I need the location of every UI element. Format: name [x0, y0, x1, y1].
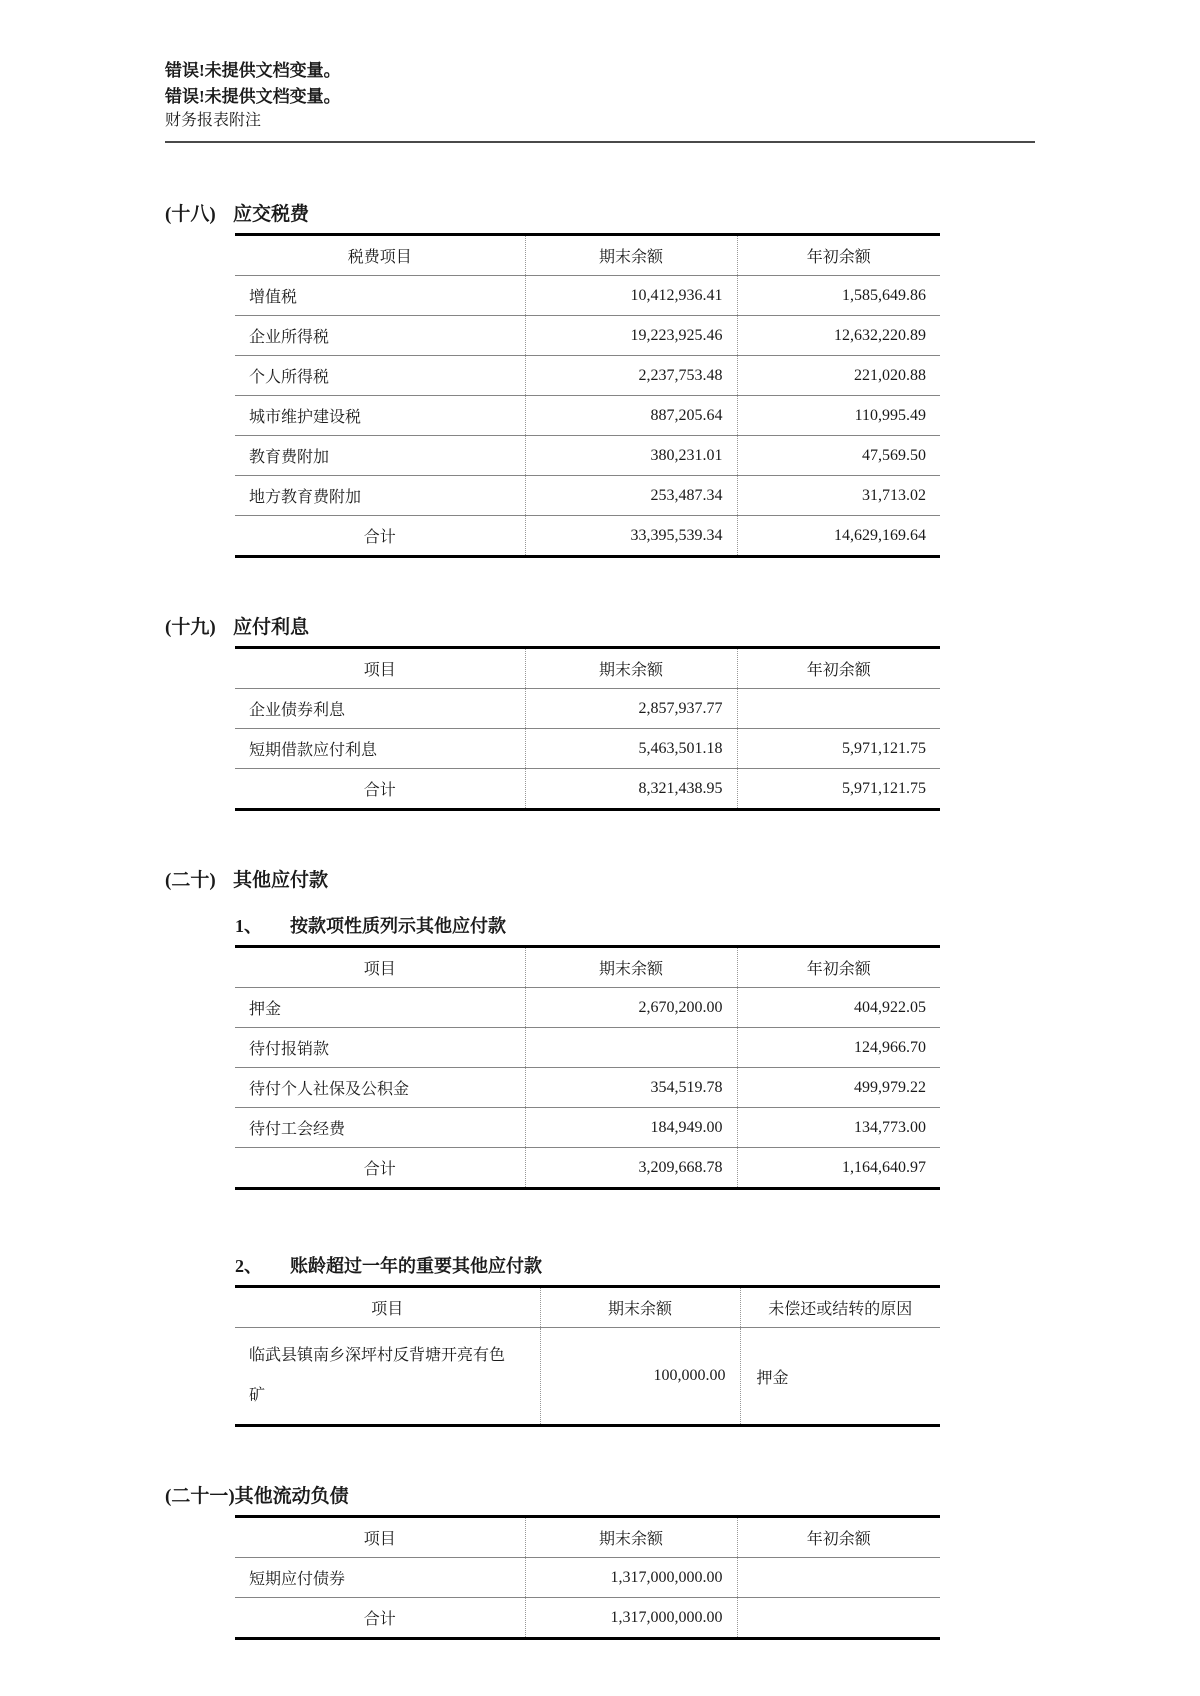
section-title: 其他流动负债: [234, 1486, 349, 1507]
cell-total-begin-balance: 14,629,169.64: [737, 516, 940, 557]
table-row: [235, 988, 940, 1028]
cell-end-balance: [525, 1028, 737, 1068]
cell-end-balance: 19,223,925.46: [525, 316, 737, 356]
section-number: (十八): [165, 204, 216, 225]
section-title: 其他应付款: [233, 870, 329, 891]
section-interest-payable: [165, 612, 1200, 811]
col-header-tax-item: 税费项目: [347, 249, 412, 266]
other-payables-by-nature-table: [235, 945, 940, 1190]
section-heading: [165, 865, 1200, 892]
table-header-row: [235, 947, 940, 988]
cell-begin-balance: 5,971,121.75: [737, 729, 940, 769]
table-row: [235, 1028, 940, 1068]
section-title: 应交税费: [233, 204, 310, 225]
cell-item: 待付报销款: [249, 1041, 330, 1058]
section-other-current-liabilities: [165, 1481, 1200, 1640]
cell-item: 个人所得税: [249, 369, 330, 386]
cell-total-label: 合计: [363, 1611, 396, 1628]
cell-begin-balance: 134,773.00: [737, 1108, 940, 1148]
subsection-number: 2、: [235, 1256, 262, 1276]
cell-end-balance: 10,412,936.41: [525, 276, 737, 316]
total-row: [235, 1598, 940, 1639]
cell-begin-balance: 499,979.22: [737, 1068, 940, 1108]
total-row: [235, 516, 940, 557]
cell-begin-balance: 124,966.70: [737, 1028, 940, 1068]
table-row: [235, 476, 940, 516]
cell-end-balance: 5,463,501.18: [525, 729, 737, 769]
header-divider: [165, 141, 1035, 143]
cell-item: 待付个人社保及公积金: [249, 1081, 410, 1098]
cell-begin-balance: [737, 689, 940, 729]
col-header-end-balance: 期末余额: [525, 235, 737, 276]
table-header-row: [235, 1287, 940, 1328]
doc-variable-error-line-2: 错误!未提供文档变量。: [165, 86, 341, 106]
cell-total-end-balance: 33,395,539.34: [525, 516, 737, 557]
cell-begin-balance: 1,585,649.86: [737, 276, 940, 316]
cell-item: 短期应付债券: [249, 1571, 346, 1588]
col-header-end-balance: 期末余额: [525, 1517, 737, 1558]
col-header-item: 项目: [363, 1531, 396, 1548]
section-heading: [165, 1481, 1200, 1508]
col-header-begin-balance: 年初余额: [737, 648, 940, 689]
section-heading: [165, 199, 1200, 226]
interest-payable-table: [235, 646, 940, 811]
col-header-begin-balance: 年初余额: [737, 947, 940, 988]
cell-total-end-balance: 8,321,438.95: [525, 769, 737, 810]
cell-total-label: 合计: [363, 1161, 396, 1178]
cell-reason: 押金: [740, 1328, 940, 1426]
table-row: [235, 436, 940, 476]
cell-item: 企业所得税: [249, 329, 330, 346]
cell-begin-balance: 221,020.88: [737, 356, 940, 396]
cell-item: 押金: [249, 1001, 282, 1018]
section-other-payables: [165, 865, 1200, 1427]
table-header-row: [235, 648, 940, 689]
subsection-number: 1、: [235, 916, 262, 936]
cell-total-begin-balance: 5,971,121.75: [737, 769, 940, 810]
cell-item: 城市维护建设税: [249, 409, 362, 426]
section-number: (二十一): [165, 1486, 235, 1507]
cell-begin-balance: [737, 1558, 940, 1598]
table-row: [235, 316, 940, 356]
cell-total-label: 合计: [363, 529, 396, 546]
table-row: [235, 1328, 940, 1426]
total-row: [235, 769, 940, 810]
subsection-title: 按款项性质列示其他应付款: [290, 916, 506, 936]
table-row: [235, 1108, 940, 1148]
total-row: [235, 1148, 940, 1189]
col-header-end-balance: 期末余额: [540, 1287, 740, 1328]
cell-end-balance: 184,949.00: [525, 1108, 737, 1148]
cell-end-balance: 100,000.00: [540, 1328, 740, 1426]
subsection-title: 账龄超过一年的重要其他应付款: [290, 1256, 542, 1276]
cell-item: 教育费附加: [249, 449, 330, 466]
cell-total-label: 合计: [363, 782, 396, 799]
cell-end-balance: 253,487.34: [525, 476, 737, 516]
cell-item: 企业债券利息: [249, 702, 346, 719]
table-row: [235, 276, 940, 316]
cell-begin-balance: 110,995.49: [737, 396, 940, 436]
section-number: (二十): [165, 870, 216, 891]
cell-total-end-balance: 1,317,000,000.00: [525, 1598, 737, 1639]
col-header-item: 项目: [363, 961, 396, 978]
table-header-row: [235, 1517, 940, 1558]
subsection-aged-over-one-year-heading: [235, 1252, 1200, 1278]
cell-item: 待付工会经费: [249, 1121, 346, 1138]
col-header-end-balance: 期末余额: [525, 947, 737, 988]
table-row: [235, 356, 940, 396]
table-row: [235, 689, 940, 729]
cell-item: 增值税: [249, 289, 298, 306]
cell-begin-balance: 404,922.05: [737, 988, 940, 1028]
aged-other-payables-table: [235, 1285, 940, 1427]
subsection-by-nature-heading: [235, 912, 1200, 938]
document-header: [165, 58, 1200, 143]
cell-end-balance: 1,317,000,000.00: [525, 1558, 737, 1598]
table-row: [235, 1068, 940, 1108]
doc-subtitle: 财务报表附注: [165, 112, 262, 129]
col-header-begin-balance: 年初余额: [737, 235, 940, 276]
table-row: [235, 1558, 940, 1598]
table-row: [235, 396, 940, 436]
cell-end-balance: 2,237,753.48: [525, 356, 737, 396]
other-current-liabilities-table: [235, 1515, 940, 1640]
cell-total-begin-balance: [737, 1598, 940, 1639]
cell-item: [235, 1328, 540, 1426]
cell-item: 短期借款应付利息: [249, 742, 378, 759]
cell-end-balance: 2,857,937.77: [525, 689, 737, 729]
section-number: (十九): [165, 617, 216, 638]
col-header-begin-balance: 年初余额: [737, 1517, 940, 1558]
table-row: [235, 729, 940, 769]
cell-total-end-balance: 3,209,668.78: [525, 1148, 737, 1189]
section-heading: [165, 612, 1200, 639]
cell-begin-balance: 12,632,220.89: [737, 316, 940, 356]
cell-begin-balance: 47,569.50: [737, 436, 940, 476]
cell-total-begin-balance: 1,164,640.97: [737, 1148, 940, 1189]
col-header-item: 项目: [363, 662, 396, 679]
col-header-end-balance: 期末余额: [525, 648, 737, 689]
section-title: 应付利息: [233, 617, 310, 638]
col-header-item: 项目: [371, 1301, 404, 1318]
doc-variable-error-line-1: 错误!未提供文档变量。: [165, 61, 341, 80]
table-header-row: [235, 235, 940, 276]
cell-end-balance: 380,231.01: [525, 436, 737, 476]
taxes-payable-table: [235, 233, 940, 558]
section-taxes-payable: [165, 199, 1200, 558]
cell-item: 地方教育费附加: [249, 489, 362, 506]
col-header-reason: 未偿还或结转的原因: [740, 1287, 940, 1328]
cell-begin-balance: 31,713.02: [737, 476, 940, 516]
cell-end-balance: 887,205.64: [525, 396, 737, 436]
cell-end-balance: 354,519.78: [525, 1068, 737, 1108]
cell-end-balance: 2,670,200.00: [525, 988, 737, 1028]
cell-item-text: 临武县镇南乡深坪村反背塘开亮有色矿: [249, 1347, 506, 1404]
